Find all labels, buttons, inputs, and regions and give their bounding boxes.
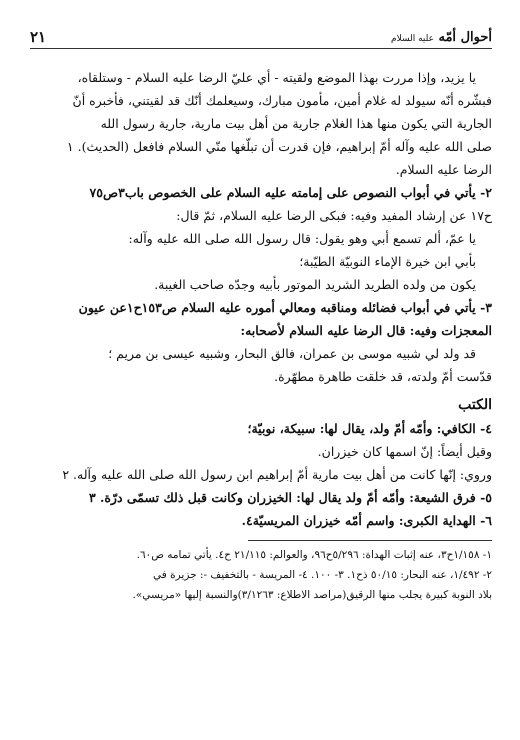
paragraph-line: ح١٧ عن إرشاد المفيد وفيه: فبكى الرضا عليه السلام، ثمّ قال:: [176, 208, 492, 223]
paragraph-line: الرضا عليه السلام.: [395, 162, 492, 177]
book-entry: ٤- الكافي: وأمّه أمّ ولد، يقال لها: سبيكة، نوبيّة؛: [247, 421, 492, 436]
paragraph-line: قد ولد لي شبيه موسى بن عمران، فالق البحار، وشبيه عيسى بن مريم ؛: [108, 346, 476, 361]
page-number: ٢١: [30, 28, 47, 46]
paragraph-line: فبشّره أنّه سيولد له غلام أمين، مأمون مبارك، وسيعلمك أنّك قد لقيتني، فأخبره أنّ: [72, 93, 492, 108]
paragraph-line: صلى الله عليه وآله أمّ إبراهيم، فإن قدرت أن تبلّغها منّي السلام فافعل (الحديث). ١: [66, 139, 492, 154]
paragraph-line: ٣- يأتي في أبواب فضائله ومناقبه ومعالي أموره عليه السلام ص١٥٣ح١عن عيون: [78, 300, 492, 315]
header-title-main: أحوال أمّه: [438, 30, 492, 45]
book-entry: ٥- فرق الشيعة: وأمّه أمّ ولد يقال لها: الخيزران وكانت قبل ذلك تسمّى درّة. ٣: [88, 490, 492, 505]
book-entry: وروي: إنّها كانت من أهل بيت مارية أمّ إبراهيم ابن رسول الله صلى الله عليه وآله. ٢: [62, 467, 492, 482]
footnote: بلاد النوبة كبيرة يجلب منها الرقيق(مراصد الاطلاع: ٣/١٢٦٣)والنسبة إليها «مريسي».: [132, 589, 492, 601]
header-title-honorific: عليه السلام: [391, 34, 434, 44]
page-body: [22, 66, 492, 605]
paragraph-line: ٢- يأتي في أبواب النصوص على إمامته عليه السلام على الخصوص باب٣ص٧٥: [89, 185, 492, 200]
footnote: ١- ١/١٥٨ح٣، عنه إثبات الهداة: ٥/٢٩٦ح٩٦، والعوالم: ٢١/١١٥ ح٤. يأتي تمامه ص٦٠.: [136, 549, 492, 561]
paragraph-line: يكون من ولده الطريد الشريد الموتور بأبيه وجدّه صاحب الغيبة.: [154, 277, 476, 292]
paragraph-line: المعجزات وفيه: قال الرضا عليه السلام لأصحابه:: [240, 323, 492, 338]
paragraph-line: بأبي ابن خيرة الإماء النوبيّة الطيّبة؛: [299, 254, 476, 269]
book-entry: وقيل أيضاً: إنّ اسمها كان خيزران.: [317, 444, 492, 459]
book-entry: ٦- الهداية الكبرى: واسم أمّه خيزران المريسيّة٤.: [241, 513, 492, 528]
header-title: [391, 30, 492, 48]
section-title: الكتب: [458, 397, 492, 413]
footnote-divider: [248, 540, 492, 541]
page-header: [30, 26, 492, 49]
footnote: ٢- ١/٤٩٢، عنه البحار: ٥٠/١٥ ذح١. ٣- ١٠٠. ٤- المريسة - بالتخفيف -: جزيرة في: [153, 569, 492, 581]
paragraph-line: قدّست أمّ ولدته، قد خلقت طاهرة مطهّرة.: [274, 369, 492, 384]
paragraph-line: يا عمّ، ألم تسمع أبي وهو يقول: قال رسول الله صلى الله عليه وآله:: [128, 231, 476, 246]
paragraph-line: الجارية التي يكون منها هذا الغلام جارية من أهل بيت مارية، جارية رسول الله: [100, 116, 492, 131]
paragraph-line: يا يزيد، وإذا مررت بهذا الموضع ولقيته - أي عليّ الرضا عليه السلام - وستلقاه،: [77, 70, 476, 85]
